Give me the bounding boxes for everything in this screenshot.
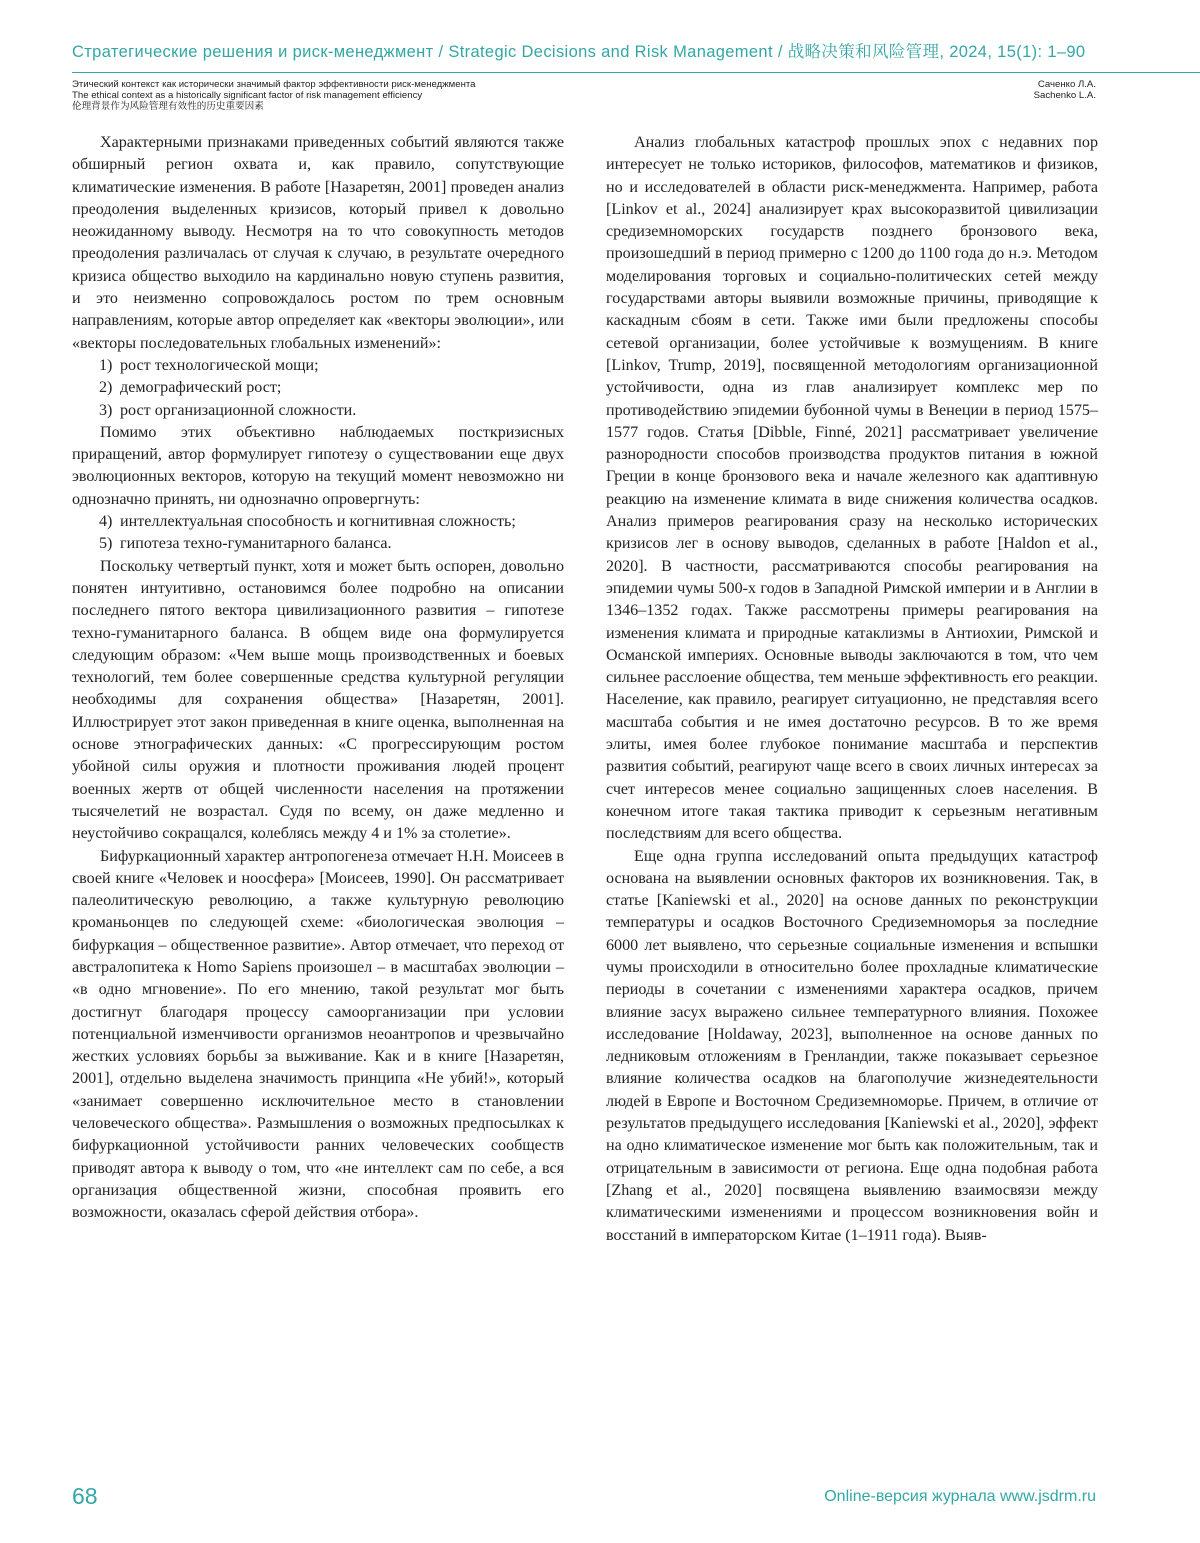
- author-ru: Саченко Л.А.: [1034, 79, 1096, 90]
- list-item-text: демографический рост;: [120, 379, 281, 396]
- list-item: [72, 533, 564, 555]
- header-divider: [72, 72, 1200, 73]
- left-column: [72, 132, 564, 1225]
- list-item-text: рост организационной сложности.: [120, 402, 356, 419]
- list-item-number: 1): [99, 355, 112, 377]
- hypothesis-vectors-list: [72, 511, 564, 556]
- running-head-author: [1034, 79, 1096, 101]
- list-item-number: 5): [99, 533, 112, 555]
- list-item: [72, 511, 564, 533]
- paragraph: Еще одна группа исследований опыта предыдущих катастроф основана на выявлении основных факторов их возникновения. Так, в статье [Kaniewski et al., 2020] на основе данных по реконструкции температуры и осадков Восточного Средиземноморья за последние 6000 лет выявлено, что серьезные социальные изменения и вспышки чумы происходили в относительно более прохладные климатические периоды в сочетании с изменениями характера осадков, причем влияние засух выражено сильнее температурного влияния. Похожее исследование [Holdaway, 2023], выполненное на основе данных по ледниковым отложениям в Гренландии, также показывает серьезное влияние количества осадков на благополучие жизнедеятельности людей в Европе и Восточном Средиземноморье. Причем, в отличие от результатов предыдущего исследования [Kaniewski et al., 2020], эффект на одно климатическое изменение мог быть как положительным, так и отрицательным в зависимости от региона. Еще одна подобная работа [Zhang et al., 2020] посвящена выявлению взаимосвязи между климатическими изменениями и процессом возникновения войн и восстаний в императорском Китае (1–1911 года). Выяв-: [606, 846, 1098, 1247]
- list-item: [72, 377, 564, 399]
- paragraph: Поскольку четвертый пункт, хотя и может быть оспорен, довольно понятен интуитивно, остановимся более подробно на описании последнего пятого вектора цивилизационного развития – гипотезе техно-гуманитарного баланса. В общем виде она формулируется следующим образом: «Чем выше мощь производственных и боевых технологий, тем более совершенные средства культурной регуляции необходимы для сохранения общества» [Назаретян, 2001]. Иллюстрирует этот закон приведенная в книге оценка, выполненная на основе этнографических данных: «С прогрессирующим ростом убойной силы оружия и плотности проживания людей процент военных жертв от общей численности населения на протяжении тысячелетий не возрастал. Судя по всему, он даже медленно и неустойчиво сокращался, колеблясь между 4 и 1% за столетие».: [72, 556, 564, 846]
- list-item: [72, 355, 564, 377]
- list-item-number: 3): [99, 400, 112, 422]
- list-item: [72, 400, 564, 422]
- author-en: Sachenko L.A.: [1034, 90, 1096, 101]
- right-column: [606, 132, 1098, 1247]
- list-item-number: 4): [99, 511, 112, 533]
- page-number: 68: [72, 1483, 98, 1510]
- running-title-ru: Этический контекст как исторически значимый фактор эффективности риск-менеджмента: [72, 79, 772, 90]
- running-head-titles: [72, 79, 772, 113]
- running-title-en: The ethical context as a historically significant factor of risk management efficiency: [72, 90, 772, 101]
- list-item-text: интеллектуальная способность и когнитивная сложность;: [120, 513, 516, 530]
- running-title-zh: 伦理背景作为风险管理有效性的历史重要因素: [72, 101, 772, 112]
- paragraph: Помимо этих объективно наблюдаемых посткризисных приращений, автор формулирует гипотезу о существовании еще двух эволюционных векторов, которую на текущий момент невозможно ни однозначно принять, ни однозначно опровергнуть:: [72, 422, 564, 511]
- paragraph: Характерными признаками приведенных событий являются также обширный регион охвата и, как правило, сопутствующие климатические изменения. В работе [Назаретян, 2001] проведен анализ преодоления выделенных кризисов, который привел к довольно неожиданному выводу. Несмотря на то что совокупность методов преодоления различалась от случая к случаю, в результате очередного кризиса общество выходило на кардинально новую ступень развития, и это неизменно сопровождалось ростом по трем основным направлениям, которые автор определяет как «векторы эволюции», или «векторы последовательных глобальных изменений»:: [72, 132, 564, 355]
- evolution-vectors-list: [72, 355, 564, 422]
- list-item-text: рост технологической мощи;: [120, 357, 319, 374]
- journal-header: Стратегические решения и риск-менеджмент / Strategic Decisions and Risk Management / 战略决策和风险管理, 2024, 15(1): 1–90: [72, 38, 1132, 62]
- paragraph: Анализ глобальных катастроф прошлых эпох с недавних пор интересует не только историков, философов, математиков и физиков, но и исследователей в области риск-менеджмента. Например, работа [Linkov et al., 2024] анализирует крах высокоразвитой цивилизации средиземноморских государств позднего бронзового века, произошедший в период примерно с 1200 до 1100 года до н.э. Методом моделирования торговых и социально-политических сетей между государствами авторы выявили возможные причины, приводящие к каскадным сбоям в сети. Также ими были предложены способы сетевой организации, более устойчивые к возмущениям. В книге [Linkov, Trump, 2019], посвященной методологиям организационной устойчивости, одна из глав анализирует комплекс мер по противодействию эпидемии бубонной чумы в Венеции в период 1575–1577 годов. Статья [Dibble, Finné, 2021] рассматривает увеличение разнородности способов производства продуктов питания в южной Греции в конце бронзового века и начале железного как адаптивную реакцию на изменение климата в виде снижения количества осадков. Анализ примеров реагирования сразу на несколько исторических кризисов лег в основу выводов, сделанных в работе [Haldon et al., 2020]. В частности, рассматриваются способы реагирования на эпидемии чумы 500-х годов в Западной Римской империи и в Англии в 1346–1352 годах. Также рассмотрены примеры реагирования на изменения климата и природные катаклизмы в Антиохии, Римской и Османской империях. Основные выводы заключаются в том, что чем сильнее расслоение общества, тем меньше эффективность его реакции. Население, как правило, реагирует ситуационно, не представляя всего масштаба события и не имея достаточно ресурсов. В то же время элиты, имея более глубокое понимание масштаба и перспектив развития событий, реагируют чаще всего в своих личных интересах за счет интересов менее социально защищенных слоев населения. В конечном итоге такая тактика приводит к серьезным негативным последствиям для всего общества.: [606, 132, 1098, 846]
- online-version-link[interactable]: Online-версия журнала www.jsdrm.ru: [824, 1488, 1096, 1506]
- paragraph: Бифуркационный характер антропогенеза отмечает Н.Н. Моисеев в своей книге «Человек и ноосфера» [Моисеев, 1990]. Он рассматривает палеолитическую революцию, а также культурную революцию кроманьонцев по следующей схеме: «биологическая эволюция – бифуркация – общественное развитие». Автор отмечает, что переход от австралопитека к Homo Sapiens произошел – в масштабах эволюции – «в одно мгновение». По его мнению, такой результат мог быть достигнут благодаря процессу самоорганизации при условии потенциальной изменчивости организмов неоантропов и чрезвычайно жестких условиях борьбы за выживание. Как и в книге [Назаретян, 2001], отдельно выделена значимость принципа «Не убий!», который «занимает совершенно исключительное место в становлении человеческого общества». Размышления о возможных предпосылках к бифуркационной устойчивости ранних человеческих сообществ приводят автора к выводу о том, что «не интеллект сам по себе, а вся организация общественной жизни, способная проявить его возможности, оказалась сферой действия отбора».: [72, 846, 564, 1225]
- list-item-text: гипотеза техно-гуманитарного баланса.: [120, 535, 392, 552]
- list-item-number: 2): [99, 377, 112, 399]
